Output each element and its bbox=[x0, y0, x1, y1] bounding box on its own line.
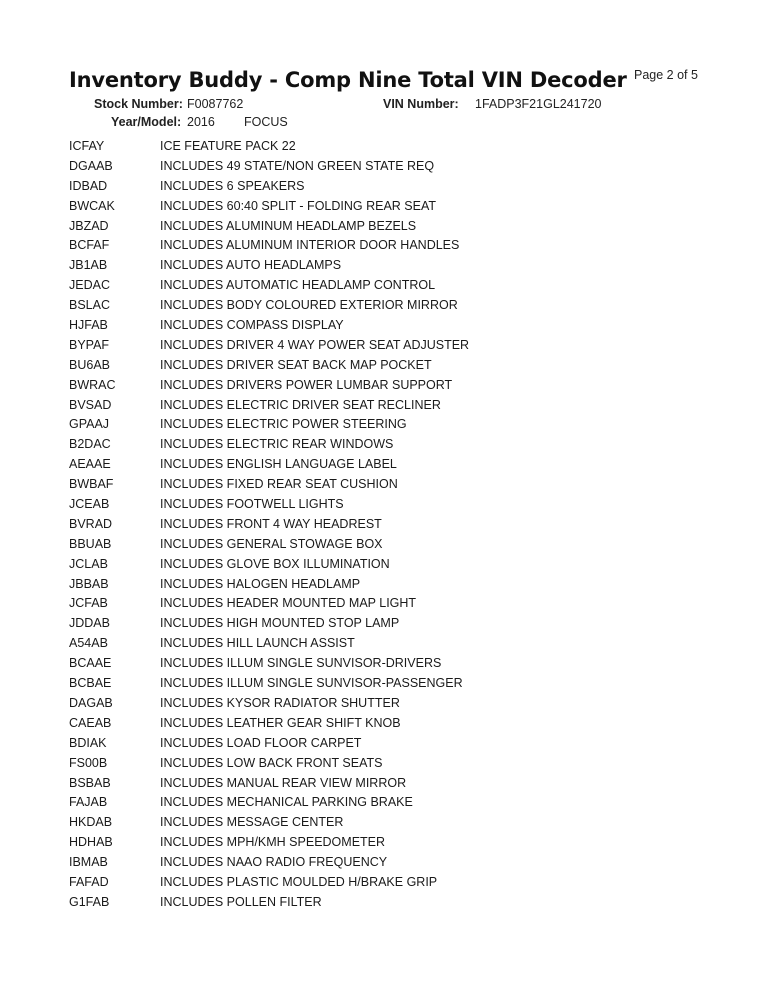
option-code: DGAAB bbox=[69, 158, 113, 173]
option-code: BWCAK bbox=[69, 198, 115, 213]
option-description: INCLUDES LOW BACK FRONT SEATS bbox=[160, 755, 383, 770]
option-code: JDDAB bbox=[69, 616, 110, 631]
stock-number-label bbox=[94, 97, 183, 111]
option-code: JCEAB bbox=[69, 497, 110, 512]
option-code: BCFAF bbox=[69, 238, 110, 253]
option-code: FAJAB bbox=[69, 795, 108, 810]
option-description: INCLUDES COMPASS DISPLAY bbox=[160, 318, 344, 333]
option-description: INCLUDES LEATHER GEAR SHIFT KNOB bbox=[160, 715, 401, 730]
option-code: ICFAY bbox=[69, 139, 105, 153]
option-description: INCLUDES DRIVER 4 WAY POWER SEAT ADJUSTER bbox=[160, 337, 470, 352]
option-code: B2DAC bbox=[69, 437, 111, 452]
option-description: INCLUDES ELECTRIC DRIVER SEAT RECLINER bbox=[160, 397, 441, 412]
option-description: INCLUDES FRONT 4 WAY HEADREST bbox=[160, 516, 382, 531]
option-code: FS00B bbox=[69, 755, 108, 770]
option-code: BYPAF bbox=[69, 337, 110, 352]
option-description: INCLUDES MANUAL REAR VIEW MIRROR bbox=[160, 775, 407, 790]
option-code: HKDAB bbox=[69, 815, 113, 830]
option-description: INCLUDES LOAD FLOOR CARPET bbox=[160, 735, 362, 750]
stock-number-value: F0087762 bbox=[187, 97, 244, 111]
option-description: INCLUDES HEADER MOUNTED MAP LIGHT bbox=[160, 596, 417, 611]
page-number: Page 2 of 5 bbox=[634, 68, 698, 82]
option-code: GPAAJ bbox=[69, 417, 110, 432]
option-description: INCLUDES HIGH MOUNTED STOP LAMP bbox=[160, 616, 400, 631]
option-code: BWRAC bbox=[69, 377, 116, 392]
option-code: A54AB bbox=[69, 636, 108, 651]
option-description: INCLUDES GENERAL STOWAGE BOX bbox=[160, 536, 383, 551]
option-description: ICE FEATURE PACK 22 bbox=[160, 139, 296, 153]
option-code: G1FAB bbox=[69, 894, 110, 909]
option-code: JBBAB bbox=[69, 576, 109, 591]
option-description: INCLUDES HALOGEN HEADLAMP bbox=[160, 576, 361, 591]
option-description: INCLUDES NAAO RADIO FREQUENCY bbox=[160, 855, 388, 870]
option-code: HDHAB bbox=[69, 835, 113, 850]
option-description: INCLUDES PLASTIC MOULDED H/BRAKE GRIP bbox=[160, 874, 438, 889]
option-code: HJFAB bbox=[69, 318, 108, 333]
option-description: INCLUDES MECHANICAL PARKING BRAKE bbox=[160, 795, 413, 810]
option-code: CAEAB bbox=[69, 715, 112, 730]
option-description: INCLUDES BODY COLOURED EXTERIOR MIRROR bbox=[160, 298, 458, 313]
option-code: BVRAD bbox=[69, 516, 113, 531]
page-title: Inventory Buddy - Comp Nine Total VIN Decoder bbox=[69, 68, 627, 92]
option-description: INCLUDES DRIVER SEAT BACK MAP POCKET bbox=[160, 357, 432, 372]
option-description: INCLUDES HILL LAUNCH ASSIST bbox=[160, 636, 355, 651]
option-code: JCFAB bbox=[69, 596, 108, 611]
option-description: INCLUDES 49 STATE/NON GREEN STATE REQ bbox=[160, 158, 435, 173]
option-description: INCLUDES AUTOMATIC HEADLAMP CONTROL bbox=[160, 278, 436, 293]
option-code: DAGAB bbox=[69, 695, 113, 710]
option-description: INCLUDES ALUMINUM INTERIOR DOOR HANDLES bbox=[160, 238, 460, 253]
option-code: BWBAF bbox=[69, 477, 114, 492]
option-code: BDIAK bbox=[69, 735, 107, 750]
option-description: INCLUDES FOOTWELL LIGHTS bbox=[160, 497, 344, 512]
option-code: BCBAE bbox=[69, 676, 112, 691]
option-description: INCLUDES DRIVERS POWER LUMBAR SUPPORT bbox=[160, 377, 453, 392]
option-code: BBUAB bbox=[69, 536, 112, 551]
option-description: INCLUDES ALUMINUM HEADLAMP BEZELS bbox=[160, 218, 417, 233]
option-description: INCLUDES AUTO HEADLAMPS bbox=[160, 258, 342, 273]
option-description: INCLUDES ELECTRIC POWER STEERING bbox=[160, 417, 407, 432]
option-description: INCLUDES MPH/KMH SPEEDOMETER bbox=[160, 835, 386, 850]
option-code: BSBAB bbox=[69, 775, 111, 790]
option-description: INCLUDES POLLEN FILTER bbox=[160, 894, 322, 909]
stock-number-label-text: Stock Number: bbox=[94, 97, 183, 111]
vin-number-label bbox=[383, 97, 459, 111]
option-description: INCLUDES 60:40 SPLIT - FOLDING REAR SEAT bbox=[160, 198, 437, 213]
option-description: INCLUDES ILLUM SINGLE SUNVISOR-DRIVERS bbox=[160, 656, 442, 671]
option-code: JEDAC bbox=[69, 278, 110, 293]
option-code: IDBAD bbox=[69, 178, 108, 193]
option-code: BU6AB bbox=[69, 357, 110, 372]
option-code: BCAAE bbox=[69, 656, 112, 671]
option-description: INCLUDES ELECTRIC REAR WINDOWS bbox=[160, 437, 394, 452]
option-code: FAFAD bbox=[69, 874, 109, 889]
option-code: JCLAB bbox=[69, 556, 108, 571]
option-code: AEAAE bbox=[69, 457, 111, 472]
option-description: INCLUDES GLOVE BOX ILLUMINATION bbox=[160, 556, 390, 571]
model-value: FOCUS bbox=[244, 115, 288, 129]
year-value: 2016 bbox=[187, 115, 215, 129]
year-model-label bbox=[111, 115, 181, 129]
option-code: JBZAD bbox=[69, 218, 109, 233]
option-description: INCLUDES ENGLISH LANGUAGE LABEL bbox=[160, 457, 397, 472]
vin-number-value: 1FADP3F21GL241720 bbox=[475, 97, 602, 111]
option-code: JB1AB bbox=[69, 258, 108, 273]
vin-number-label-text: VIN Number: bbox=[383, 97, 459, 111]
option-code: BVSAD bbox=[69, 397, 112, 412]
option-description: INCLUDES MESSAGE CENTER bbox=[160, 815, 344, 830]
option-description: INCLUDES KYSOR RADIATOR SHUTTER bbox=[160, 695, 400, 710]
year-model-label-text: Year/Model: bbox=[111, 115, 182, 129]
option-code: IBMAB bbox=[69, 855, 108, 870]
option-description: INCLUDES 6 SPEAKERS bbox=[160, 178, 305, 193]
option-description: INCLUDES FIXED REAR SEAT CUSHION bbox=[160, 477, 398, 492]
option-description: INCLUDES ILLUM SINGLE SUNVISOR-PASSENGER bbox=[160, 676, 463, 691]
option-code: BSLAC bbox=[69, 298, 110, 313]
